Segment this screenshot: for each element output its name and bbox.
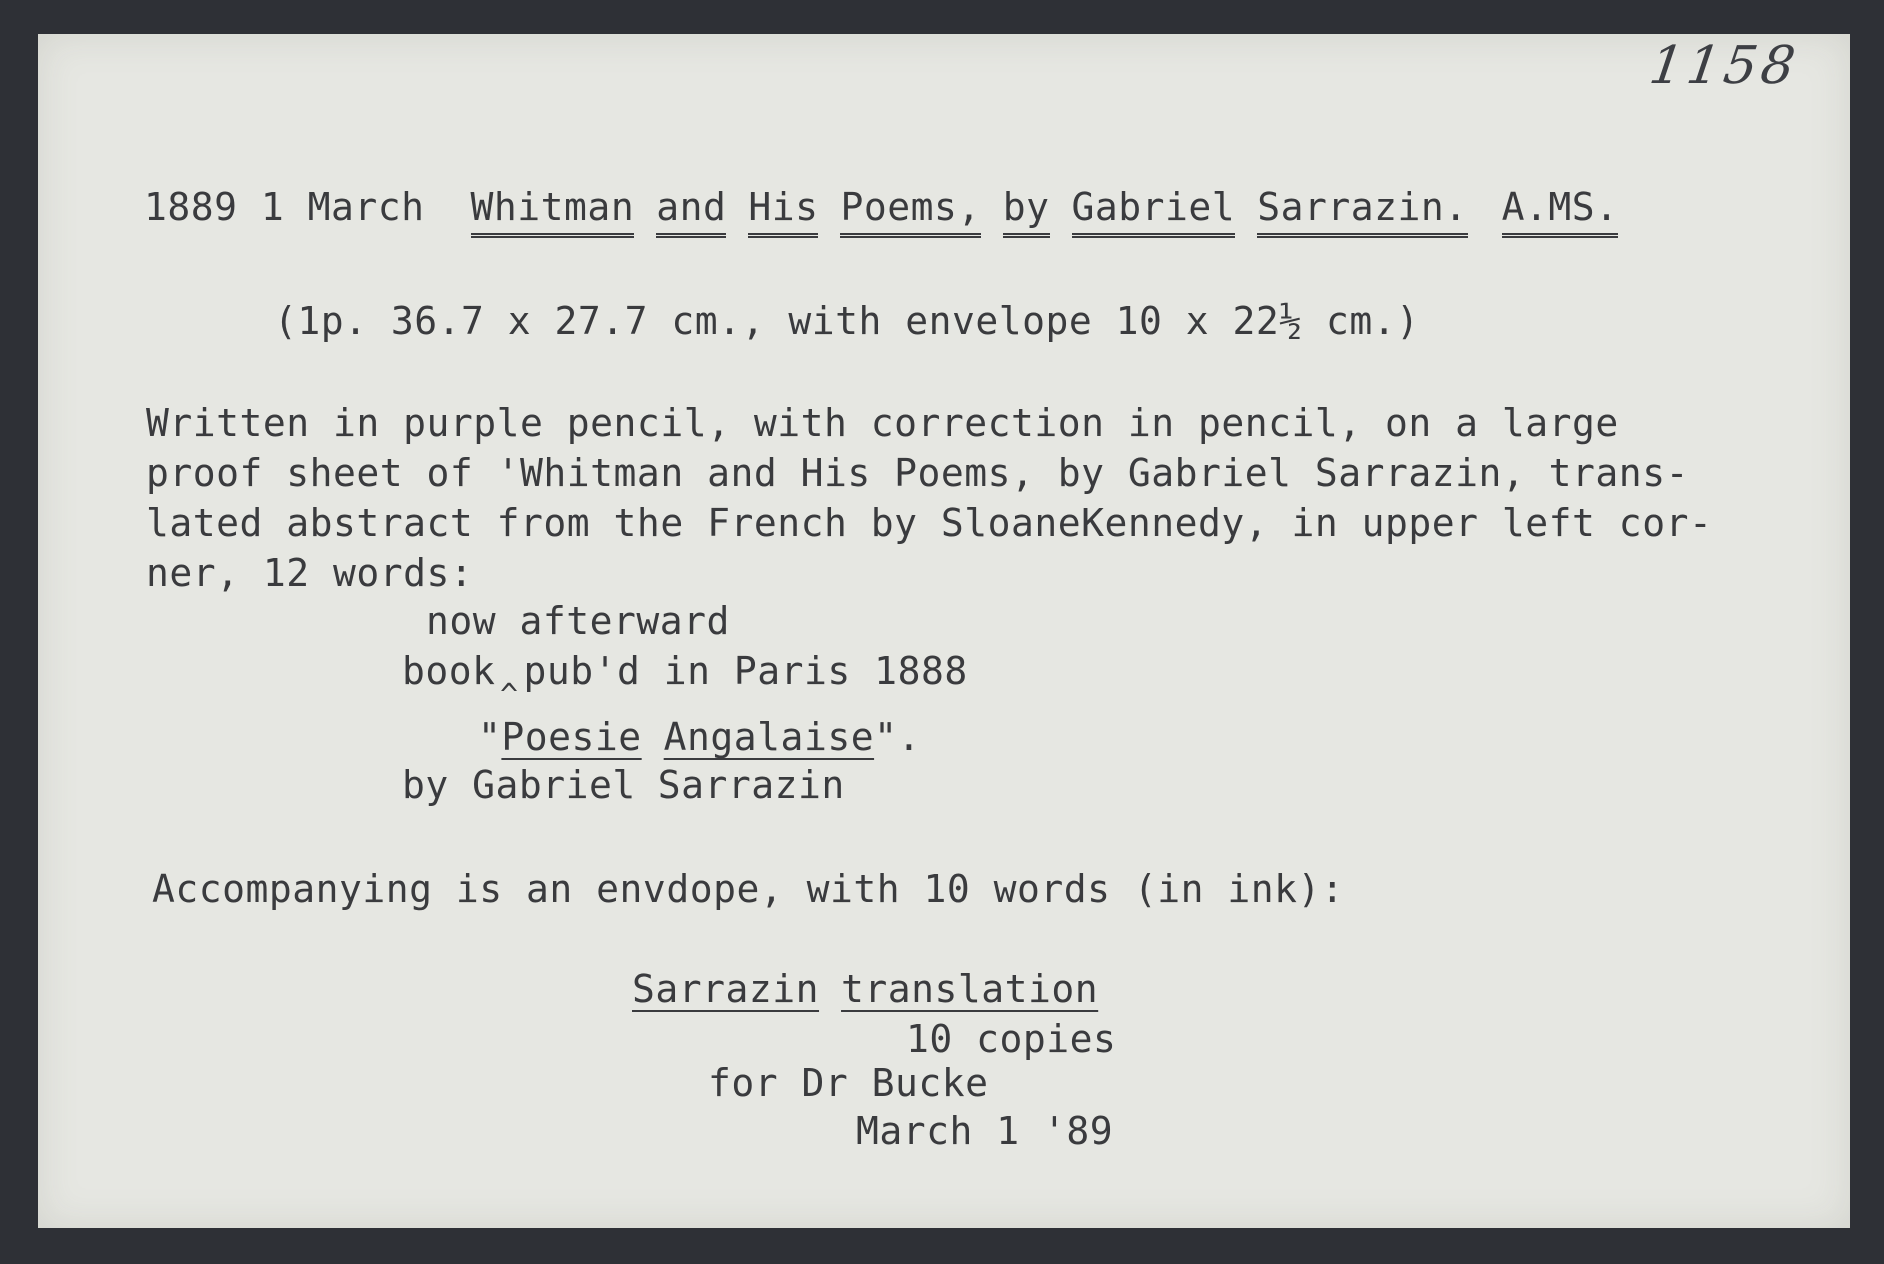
title-word: Whitman — [471, 185, 635, 238]
quote-mark: ". — [874, 715, 921, 759]
quote-word: book — [402, 649, 496, 693]
title-word: His — [748, 185, 818, 238]
catalog-card — [38, 34, 1850, 1228]
envelope-line-3: for Dr Bucke — [708, 1061, 989, 1105]
description-line: ner, 12 words: — [146, 551, 474, 595]
quote-word: Angalaise — [663, 715, 875, 759]
dimensions-line: (1p. 36.7 x 27.7 cm., with envelope 10 x 22½ cm.) — [274, 299, 1420, 343]
quote-mark: " — [478, 715, 502, 759]
envelope-word: translation — [841, 967, 1099, 1011]
quote-line-4 — [402, 763, 845, 807]
envelope-line-2: 10 copies — [906, 1017, 1117, 1061]
quote-line-1: now afterward — [426, 599, 730, 643]
title-word: Poems, — [840, 185, 980, 238]
manuscript-type: A.MS. — [1502, 185, 1619, 238]
insertion-caret: ^ — [500, 678, 519, 713]
title-word: Gabriel — [1072, 185, 1236, 238]
envelope-word: Sarrazin — [632, 967, 820, 1011]
description-line: Written in purple pencil, with correction in pencil, on a large — [146, 401, 1619, 445]
quote-line-3 — [478, 715, 921, 759]
description-line: proof sheet of 'Whitman and His Poems, by Gabriel Sarrazin, trans- — [146, 451, 1689, 495]
title-word: and — [656, 185, 726, 238]
envelope-intro: Accompanying is an envdope, with 10 words (in ink): — [152, 867, 1345, 911]
title-word: Sarrazin. — [1257, 185, 1467, 238]
quote-word: by Gabriel — [402, 763, 636, 807]
quote-word: Sarrazin — [657, 763, 845, 807]
heading-date: 1889 1 March — [144, 185, 425, 229]
quote-word: Poesie — [501, 715, 642, 759]
card-number: 1158 — [1645, 36, 1803, 96]
description-line: lated abstract from the French by SloaneKennedy, in upper left cor- — [146, 501, 1713, 545]
envelope-line-1 — [632, 967, 1099, 1011]
title-word: by — [1003, 185, 1050, 238]
heading-line — [144, 185, 1619, 229]
quote-line-2 — [402, 649, 968, 693]
quote-word: pub'd in Paris 1888 — [523, 649, 968, 693]
envelope-line-4: March 1 '89 — [856, 1109, 1114, 1153]
